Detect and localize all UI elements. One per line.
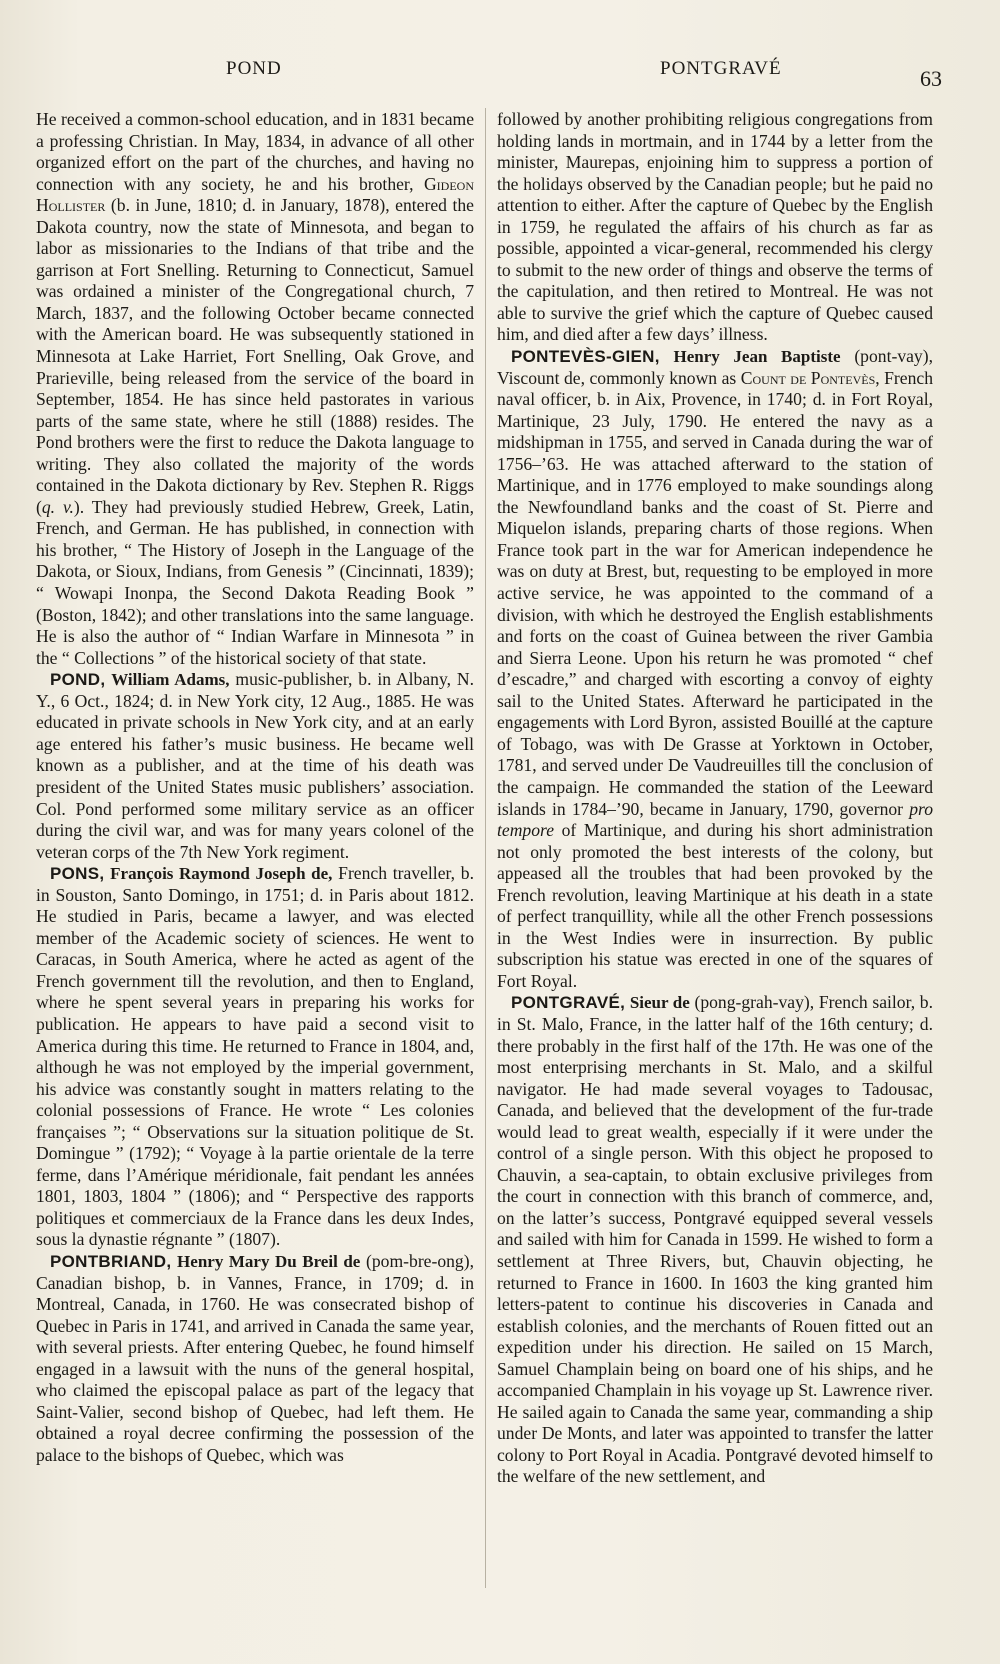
paragraph-text: ). They had previously studied Hebrew, Greek, Latin, French, and German. He has published, in connection with his brother, “ The History of Joseph in the Language of the Dakota, or Sioux, Indians, from Genesis ” (Cincinnati, 1839); “ Wowapi Inonpa, the Second Dakota Reading Book ” (Boston, 1842); and other translations into the same language. He is also the author of “ Indian Warfare in Minnesota ” in the “ Collections ” of the historical society of that state. (36, 496, 474, 668)
entry-text: (pong-grah-vay), French sailor, b. in St. Malo, France, in the latter half of the 16th century; d. there probably in the first half of the 17th. He was one of the most enterprising merchants in St. Malo, and a skilful navigator. He had made several voyages to Tadousac, Canada, and believed that the development of the fur-trade would lead to great wealth, especially if it were under the control of a single person. With this object he proposed to Chauvin, a sea-captain, to obtain exclusive privileges from the court in connection with this branch of commerce, and, on the latter’s success, Pontgravé equipped several vessels and sailed with him for Canada in 1599. He wished to form a settlement at Three Rivers, but, Chauvin objecting, he returned to France in 1600. In 1603 the king granted him letters-patent to continue his discoveries in Canada and establish colonies, and the merchants of Rouen fitted out an expedition under his direction. He sailed on 15 March, Samuel Champlain being on board one of his ships, and he accompanied Champlain in his voyage up St. Lawrence river. He sailed again to Canada the same year, commanding a ship under De Monts, and later was appointed to transfer the latter colony to Port Royal in Acadia. Pontgravé devoted himself to the welfare of the new settlement, and (497, 992, 933, 1487)
entry-name: Sieur de (629, 993, 690, 1013)
right-column (497, 109, 933, 1488)
continued-paragraph (497, 109, 933, 346)
entry-pontbriand (36, 1251, 474, 1466)
entry-text: , French naval officer, b. in Aix, Provence, in 1740; d. in Fort Royal, Martinique, 23 July, 1790. He entered the navy as a midshipman in 1755, and served in Canada during the war of 1756–’63. He was attached afterward to the station of Martinique, and in 1776 employed to make soundings along the Newfoundland banks and the coast of St. Pierre and Miquelon islands, preparing charts of those regions. When France took part in the war for American independence he was on duty at Brest, but, requesting to be employed in more active service, he was appointed to the command of a division, with which he destroyed the English establishments and forts on the coast of Guinea between the river Gambia and Sierra Leone. Upon his return he was promoted “ chef d’escadre,” and charged with escorting a convoy of eighty sail to the United States. Afterward he participated in the engagements with Lord Byron, assisted Bouillé at the capture of Tobago, was with De Grasse at Yorktown in October, 1781, and served under De Vaudreuilles till the conclusion of the campaign. He commanded the station of the Leeward islands in 1784–’90, became in January, 1790, governor (497, 367, 933, 819)
continued-paragraph (36, 109, 474, 669)
entry-headword: PONTBRIAND, (50, 1251, 172, 1271)
small-caps-name: Gideon Hollister (36, 173, 474, 216)
entry-name: Henry Mary Du Breil de (177, 1251, 361, 1271)
entry-headword: PONTEVÈS-GIEN, (511, 347, 660, 367)
entry-pons (36, 863, 474, 1251)
running-head-left: POND (226, 58, 282, 79)
paragraph-text: He received a common-school education, and in 1831 became a professing Christian. In May, 1834, in advance of all other organized effort on the part of the churches, and having no connection with any society, he and his brother, (36, 109, 474, 194)
entry-name: François Raymond Joseph de, (110, 864, 333, 884)
page-number: 63 (920, 66, 942, 91)
left-column (36, 109, 474, 1466)
entry-text: (pont-vay), Viscount de, commonly known as (497, 346, 933, 388)
paragraph-text: followed by another prohibiting religious congregations from holding lands in mortmain, and in 1744 by a letter from the minister, Maurepas, enjoining him to suppress a portion of the holidays observed by the Canadian people; but he paid no attention to either. After the capture of Quebec by the English in 1759, he regulated the affairs of his church as far as possible, appointed a vicar-general, recommended his clergy to submit to the new order of things and observe the terms of the capitulation, and then retired to Montreal. He was not able to survive the grief which the capture of Quebec caused him, and died after a few days’ illness. (497, 109, 933, 345)
entry-text: of Martinique, and during his short administration not only promoted the best interests of the colony, but appeased all the troubles that had been provoked by the French revolution, leaving Martinique at his death in a state of perfect tranquillity, while all the other French possessions in the West Indies were in insurrection. By public subscription his statue was erected in one of the squares of Fort Royal. (497, 820, 933, 991)
entry-text: (pom-bre-ong), Canadian bishop, b. in Vannes, France, in 1709; d. in Montreal, Canada, in 1760. He was consecrated bishop of Quebec in Paris in 1741, and arrived in Canada the same year, with several priests. After entering Quebec, he found himself engaged in a lawsuit with the nuns of the general hospital, who claimed the episcopal palace as part of the legacy that Saint-Valier, second bishop of Quebec, had left them. He obtained a royal decree confirming the possession of the palace to the bishops of Quebec, which was (36, 1250, 474, 1465)
italic-reference: q. v. (41, 496, 74, 517)
italic-phrase: pro tempore (497, 798, 933, 841)
entry-headword: POND, (50, 670, 106, 690)
entry-name: Henry Jean Baptiste (673, 347, 841, 367)
column-divider (485, 108, 486, 1588)
entry-pond-william (36, 669, 474, 863)
entry-ponteves-gien (497, 346, 933, 992)
entry-name: William Adams, (111, 670, 230, 690)
entry-headword: PONTGRAVÉ, (511, 993, 626, 1013)
running-head-right: PONTGRAVÉ (660, 58, 782, 79)
paragraph-text: (b. in June, 1810; d. in January, 1878), entered the Dakota country, now the state of Minnesota, and began to labor as missionaries to the Indians of that tribe and the garrison at Fort Snelling. Returning to Connecticut, Samuel was ordained a minister of the Congregational church, 7 March, 1837, and the following October became connected with the American board. He was subsequently stationed in Minnesota at Lake Harriet, Fort Snelling, Oak Grove, and Prarieville, being released from the service of the board in September, 1854. He has since held pastorates in various parts of the same state, where he still (1888) resides. The Pond brothers were the first to reduce the Dakota language to writing. They also collated the majority of the words contained in the Dakota dictionary by Rev. Stephen R. Riggs ( (36, 195, 474, 517)
entry-text: music-publisher, b. in Albany, N. Y., 6 Oct., 1824; d. in New York city, 12 Aug., 1885. He was educated in private schools in New York city, and at an early age entered his father’s music business. He became well known as a publisher, and at the time of his death was president of the United States music publishers’ association. Col. Pond performed some military service as an officer during the civil war, and was for many years colonel of the veteran corps of the 7th New York regiment. (36, 669, 474, 862)
entry-headword: PONS, (50, 864, 105, 884)
entry-text: French traveller, b. in Souston, Santo Domingo, in 1751; d. in Paris about 1812. He studied in Paris, became a lawyer, and was elected member of the Academic society of sciences. He went to Caracas, in South America, where he acted as agent of the French government till the revolution, and then to England, where he spent several years in preparing his works for publication. He appears to have paid a second visit to America during this time. He returned to France in 1804, and, although he was not employed by the imperial government, his advice was constantly sought in matters relating to the colonial possessions of France. He wrote “ Les colonies françaises ”; “ Observations sur la situation politique de St. Domingue ” (1792); “ Voyage à la partie orientale de la terre ferme, dans l’Amérique méridionale, fait pendant les années 1801, 1803, 1804 ” (1806); and “ Perspective des rapports politiques et commerciaux de la France dans les deux Indes, sous la dynastie régnante ” (1807). (36, 863, 475, 1250)
entry-pontgrave (497, 992, 933, 1488)
small-caps-name: Count de Pontevès (740, 367, 876, 388)
